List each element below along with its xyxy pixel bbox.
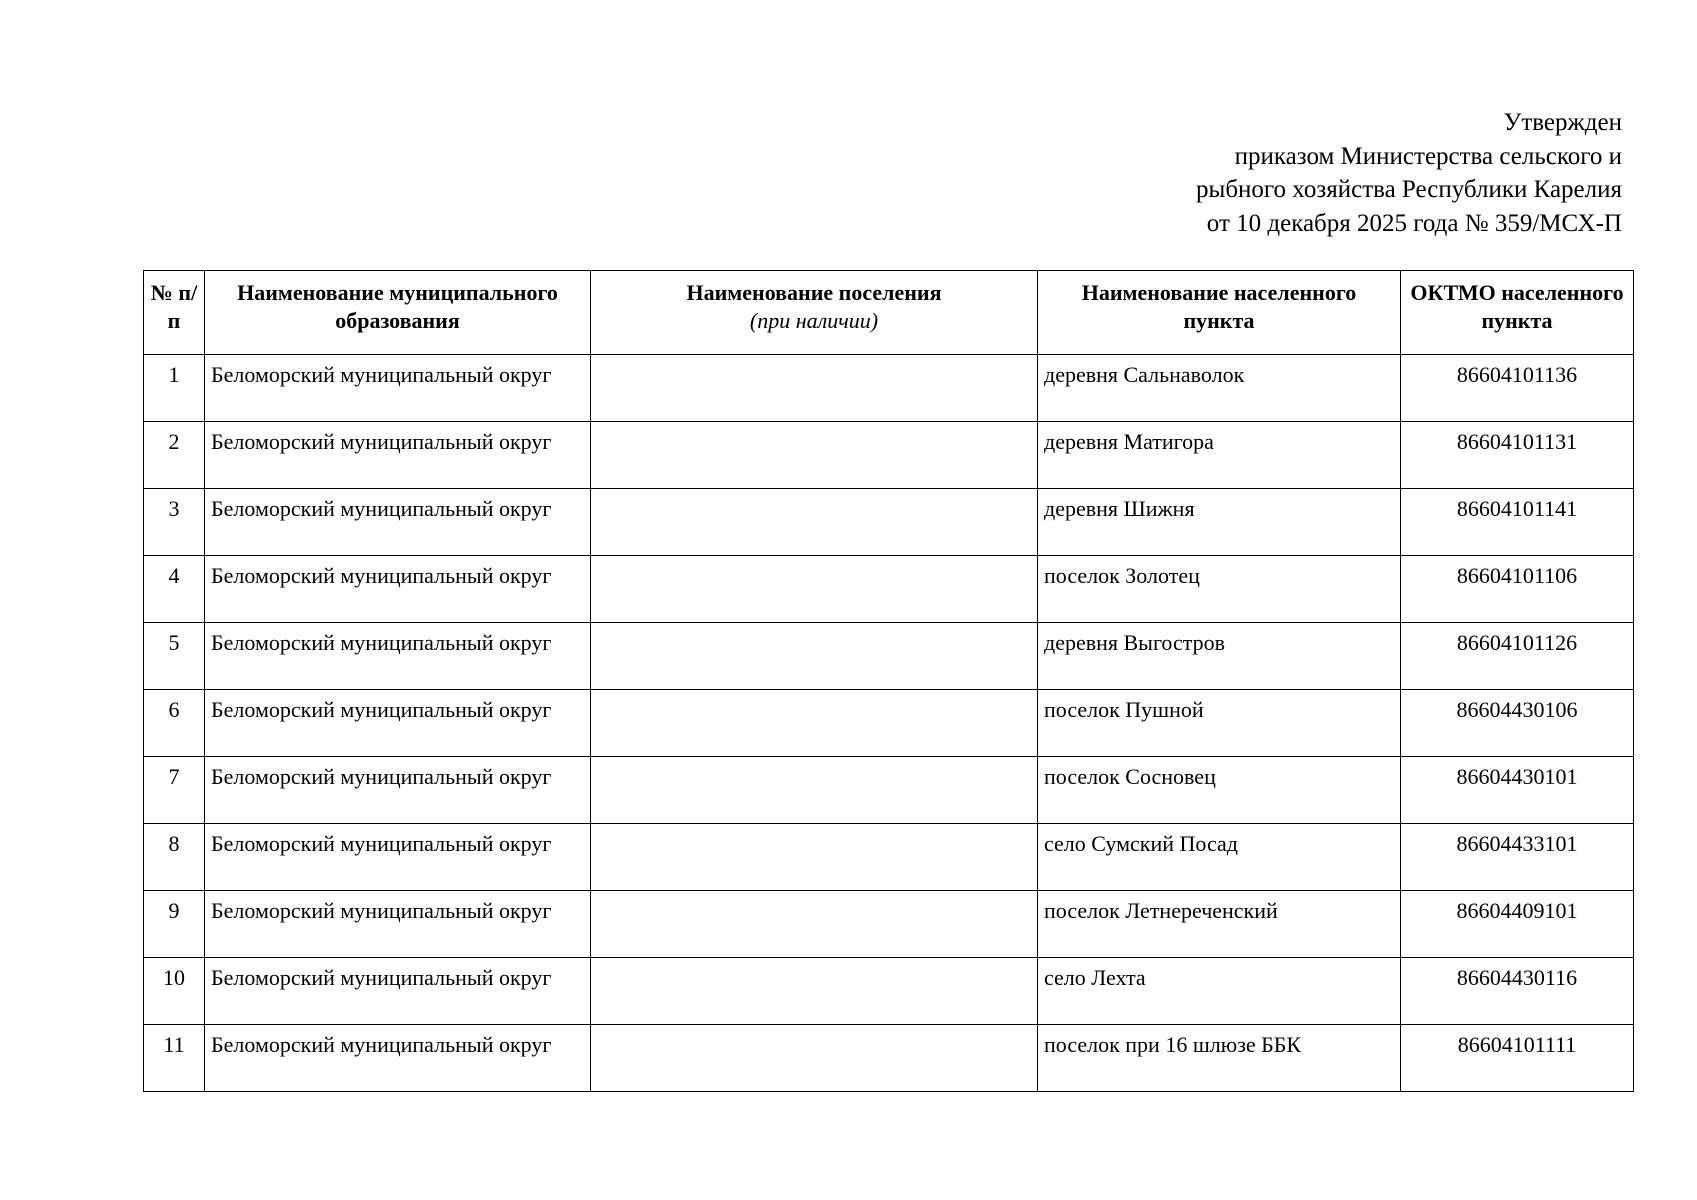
locality-cell: деревня Шижня <box>1038 489 1401 556</box>
settlement-cell <box>591 623 1038 690</box>
localities-table <box>143 270 1634 1092</box>
row-number-cell: 4 <box>144 556 205 623</box>
approval-line-1: Утвержден <box>1503 109 1622 136</box>
approval-line-3: рыбного хозяйства Республики Карелия <box>1196 176 1622 203</box>
row-number-cell: 3 <box>144 489 205 556</box>
header-settlement <box>591 271 1038 355</box>
approval-line-4: от 10 декабря 2025 года № 359/МСХ-П <box>1206 209 1622 237</box>
municipality-cell: Беломорский муниципальный округ <box>205 891 591 958</box>
settlement-cell <box>591 757 1038 824</box>
table-row <box>144 958 1634 1025</box>
row-number-cell: 1 <box>144 355 205 422</box>
table-row <box>144 1025 1634 1092</box>
header-oktmo: ОКТМО населенного пункта <box>1401 271 1634 355</box>
table-row <box>144 757 1634 824</box>
row-number-cell: 6 <box>144 690 205 757</box>
municipality-cell: Беломорский муниципальный округ <box>205 958 591 1025</box>
oktmo-cell: 86604101131 <box>1401 422 1634 489</box>
settlement-cell <box>591 958 1038 1025</box>
municipality-cell: Беломорский муниципальный округ <box>205 1025 591 1092</box>
header-settlement-note: (при наличии) <box>749 308 879 333</box>
municipality-cell: Беломорский муниципальный округ <box>205 623 591 690</box>
locality-cell: село Лехта <box>1038 958 1401 1025</box>
municipality-cell: Беломорский муниципальный округ <box>205 556 591 623</box>
locality-cell: деревня Выгостров <box>1038 623 1401 690</box>
settlement-cell <box>591 355 1038 422</box>
municipality-cell: Беломорский муниципальный округ <box>205 355 591 422</box>
table-row <box>144 556 1634 623</box>
settlement-cell <box>591 556 1038 623</box>
oktmo-cell: 86604101136 <box>1401 355 1634 422</box>
locality-cell: поселок Пушной <box>1038 690 1401 757</box>
table-row <box>144 623 1634 690</box>
table-body <box>144 355 1634 1092</box>
settlement-cell <box>591 891 1038 958</box>
oktmo-cell: 86604101111 <box>1401 1025 1634 1092</box>
table-row <box>144 355 1634 422</box>
settlement-cell <box>591 690 1038 757</box>
oktmo-cell: 86604430106 <box>1401 690 1634 757</box>
row-number-cell: 10 <box>144 958 205 1025</box>
locality-cell: деревня Сальнаволок <box>1038 355 1401 422</box>
approval-line-2: приказом Министерства сельского и <box>1234 142 1622 170</box>
locality-cell: поселок при 16 шлюзе ББК <box>1038 1025 1401 1092</box>
approval-block <box>1002 106 1622 240</box>
municipality-cell: Беломорский муниципальный округ <box>205 422 591 489</box>
row-number-cell: 11 <box>144 1025 205 1092</box>
settlement-cell <box>591 422 1038 489</box>
header-locality: Наименование населенного пункта <box>1038 271 1401 355</box>
row-number-cell: 8 <box>144 824 205 891</box>
oktmo-cell: 86604430101 <box>1401 757 1634 824</box>
row-number-cell: 9 <box>144 891 205 958</box>
settlement-cell <box>591 489 1038 556</box>
locality-cell: поселок Летнереченский <box>1038 891 1401 958</box>
header-num: № п/п <box>144 271 205 355</box>
oktmo-cell: 86604409101 <box>1401 891 1634 958</box>
table-row <box>144 824 1634 891</box>
row-number-cell: 7 <box>144 757 205 824</box>
oktmo-cell: 86604433101 <box>1401 824 1634 891</box>
table-header-row <box>144 271 1634 355</box>
locality-cell: поселок Сосновец <box>1038 757 1401 824</box>
settlement-cell <box>591 1025 1038 1092</box>
row-number-cell: 2 <box>144 422 205 489</box>
municipality-cell: Беломорский муниципальный округ <box>205 824 591 891</box>
oktmo-cell: 86604101141 <box>1401 489 1634 556</box>
header-municipality: Наименование муниципального образования <box>205 271 591 355</box>
locality-cell: поселок Золотец <box>1038 556 1401 623</box>
municipality-cell: Беломорский муниципальный округ <box>205 489 591 556</box>
oktmo-cell: 86604430116 <box>1401 958 1634 1025</box>
municipality-cell: Беломорский муниципальный округ <box>205 757 591 824</box>
table-row <box>144 422 1634 489</box>
row-number-cell: 5 <box>144 623 205 690</box>
table-row <box>144 891 1634 958</box>
settlement-cell <box>591 824 1038 891</box>
table-row <box>144 489 1634 556</box>
municipality-cell: Беломорский муниципальный округ <box>205 690 591 757</box>
header-settlement-label: Наименование поселения <box>686 280 942 305</box>
oktmo-cell: 86604101126 <box>1401 623 1634 690</box>
table-row <box>144 690 1634 757</box>
oktmo-cell: 86604101106 <box>1401 556 1634 623</box>
locality-cell: деревня Матигора <box>1038 422 1401 489</box>
locality-cell: село Сумский Посад <box>1038 824 1401 891</box>
